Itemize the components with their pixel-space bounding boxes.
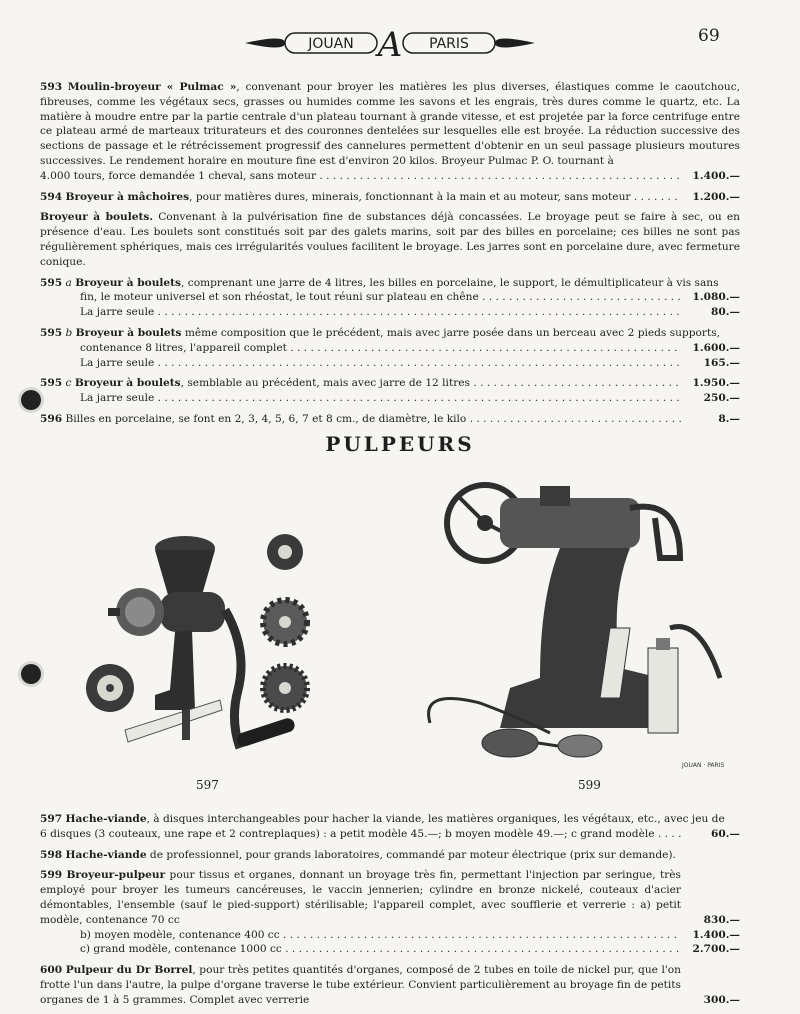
product-name: Broyeur-pulpeur (66, 869, 166, 882)
product-name: Hache-viande (65, 813, 147, 825)
product-name: Moulin-broyeur « Pulmac » (67, 81, 237, 93)
figure-caption: 597 (196, 778, 219, 792)
product-name: Broyeur à boulets (75, 276, 182, 289)
product-name: Broyeur à boulets (75, 326, 182, 339)
svg-text:JOUAN · PARIS: JOUAN · PARIS (682, 762, 725, 769)
page-number: 69 (698, 26, 720, 46)
price: 165.— (703, 356, 740, 369)
entry-598: 598 Hache-viande de professionnel, pour grands laboratoires, commandé par moteur électrique (prix sur demande). (40, 848, 676, 861)
price: 830.— (703, 913, 740, 926)
figure-caption: 599 (578, 778, 601, 792)
entry-593: 593 Moulin-broyeur « Pulmac », convenant pour broyer les matières les plus diverses, élastiques comme le caoutchouc, fibreuses, comme les végétaux secs, grasses ou humides comme les savons et les engrais, très dures comme le quartz, etc. La matière à moudre entre par la partie centrale d'un plateau tournant à grande vitesse, et est projetée par la force centrifuge entre ce plateau armé de marteaux triturateurs et des couronnes dentelées sur lesquelles elle est broyée. La réduction successive des sections de passage et le rétrécissement progressif des cannelures permettent d'obtenir en un seul passage plusieurs moutures successives. Le rendement horaire en mouture fine est d'environ 20 kilos. Broyeur Pulmac P. O. tournant à 4.000 tours, force demandée 1 cheval, sans moteur . . . 1.400.— (40, 80, 740, 184)
price: 1.200.— (692, 190, 740, 203)
price: 250.— (703, 392, 740, 405)
product-name: Hache-viande (65, 848, 147, 861)
product-name: Broyeur à boulets. (40, 211, 154, 224)
entry-597: 597 Hache-viande, à disques interchangeables pour hacher la viande, les matières organiques, les végétaux, etc., avec jeu de 6 disques (3 couteaux, une rape et 2 contreplaques) : a petit modèle 45.—; b moyen modèle 49.—; c grand modèle . . . 60.— (40, 812, 740, 842)
entry-595a: 595 a Broyeur à boulets, comprenant une jarre de 4 litres, les billes en porcelaine, le support, le démultiplicateur à vis sans fin, le moteur universel et son rhéostat, le tout réuni sur plateau en chêne . . . 1.080.— La jarre seule . . . 80.— (40, 276, 740, 320)
product-name: Broyeur à boulets (74, 377, 181, 390)
section-title: PULPEURS (325, 432, 475, 456)
svg-text:A: A (377, 25, 403, 65)
pulper-apparatus-illustration (420, 478, 740, 778)
price: 1.950.— (692, 377, 740, 390)
entry-600: 600 Pulpeur du Dr Borrel, pour très petites quantités d'organes, composé de 2 tubes en toile de nickel pur, que l'on frotte l'un dans l'autre, la pulpe d'organe traverse le tube extérieur. Convient particulièrement au broyage fin de petits organes de 1 à 5 grammes. Complet avec verrerie 300.— (40, 964, 740, 1006)
price: 2.700.— (692, 943, 740, 956)
svg-text:JOUAN: JOUAN (308, 36, 354, 52)
grinder-entries (40, 80, 740, 433)
mincer-discs-illustration (255, 530, 315, 720)
price: 1.080.— (692, 291, 740, 304)
entry-599: 599 Broyeur-pulpeur pour tissus et organes, donnant un broyage très fin, permettant l'injection par seringue, très employé pour broyer les tumeurs cancéreuses, le vaccin jennerien; cylindre en bronze nickelé, couteaux d'acier démontables, l'ensemble (sauf le pied-support) stérilisable; l'appareil complet, avec soufflerie et verrerie : a) petit modèle, contenance 70 cc 830.— b) moyen modèle, contenance 400 cc . . . 1.400.— c) grand modèle, contenance 1000 cc . . . 2.700.— (40, 868, 740, 957)
product-name: Broyeur à mâchoires (65, 190, 190, 203)
jouan-paris-logo (245, 20, 535, 66)
pulper-entries (40, 812, 740, 1014)
punch-hole (21, 390, 41, 410)
product-name: Pulpeur du Dr Borrel (65, 964, 193, 977)
price: 300.— (703, 993, 740, 1006)
entry-ball-mill-intro: Broyeur à boulets. Convenant à la pulvérisation fine de substances déjà concassées. Le broyage peut se faire à sec, ou en présence d'eau. Les boulets sont constitués soit par des galets marins, soit par des billes en porcelaine; ces billes ne sont pas régulièrement sphériques, mais ces irrégularités voulues facilitent le broyage. Les jarres sont en porcelaine dure, avec fermeture conique. (40, 211, 740, 268)
price: 80.— (710, 306, 740, 319)
entry-594: 594 Broyeur à mâchoires, pour matières dures, minerais, fonctionnant à la main et au moteur, sans moteur . . . 1.200.— (40, 190, 740, 205)
punch-hole (21, 664, 41, 684)
price: 60.— (710, 827, 740, 840)
entry-596: 596 Billes en porcelaine, se font en 2, 3, 4, 5, 6, 7 et 8 cm., de diamètre, le kilo . . . 8.— (40, 412, 740, 427)
price: 8.— (718, 412, 740, 425)
entry-595c: 595 c Broyeur à boulets, semblable au précédent, mais avec jarre de 12 litres . . . 1.950.— La jarre seule . . . 250.— (40, 376, 740, 406)
price: 1.600.— (692, 341, 740, 354)
svg-text:PARIS: PARIS (429, 36, 469, 52)
price: 1.400.— (692, 169, 740, 182)
entry-595b: 595 b Broyeur à boulets même composition que le précédent, mais avec jarre posée dans un berceau avec 2 pieds supports, contenance 8 litres, l'appareil complet . . . 1.600.— La jarre seule . . . 165.— (40, 326, 740, 370)
price: 1.400.— (692, 928, 740, 941)
